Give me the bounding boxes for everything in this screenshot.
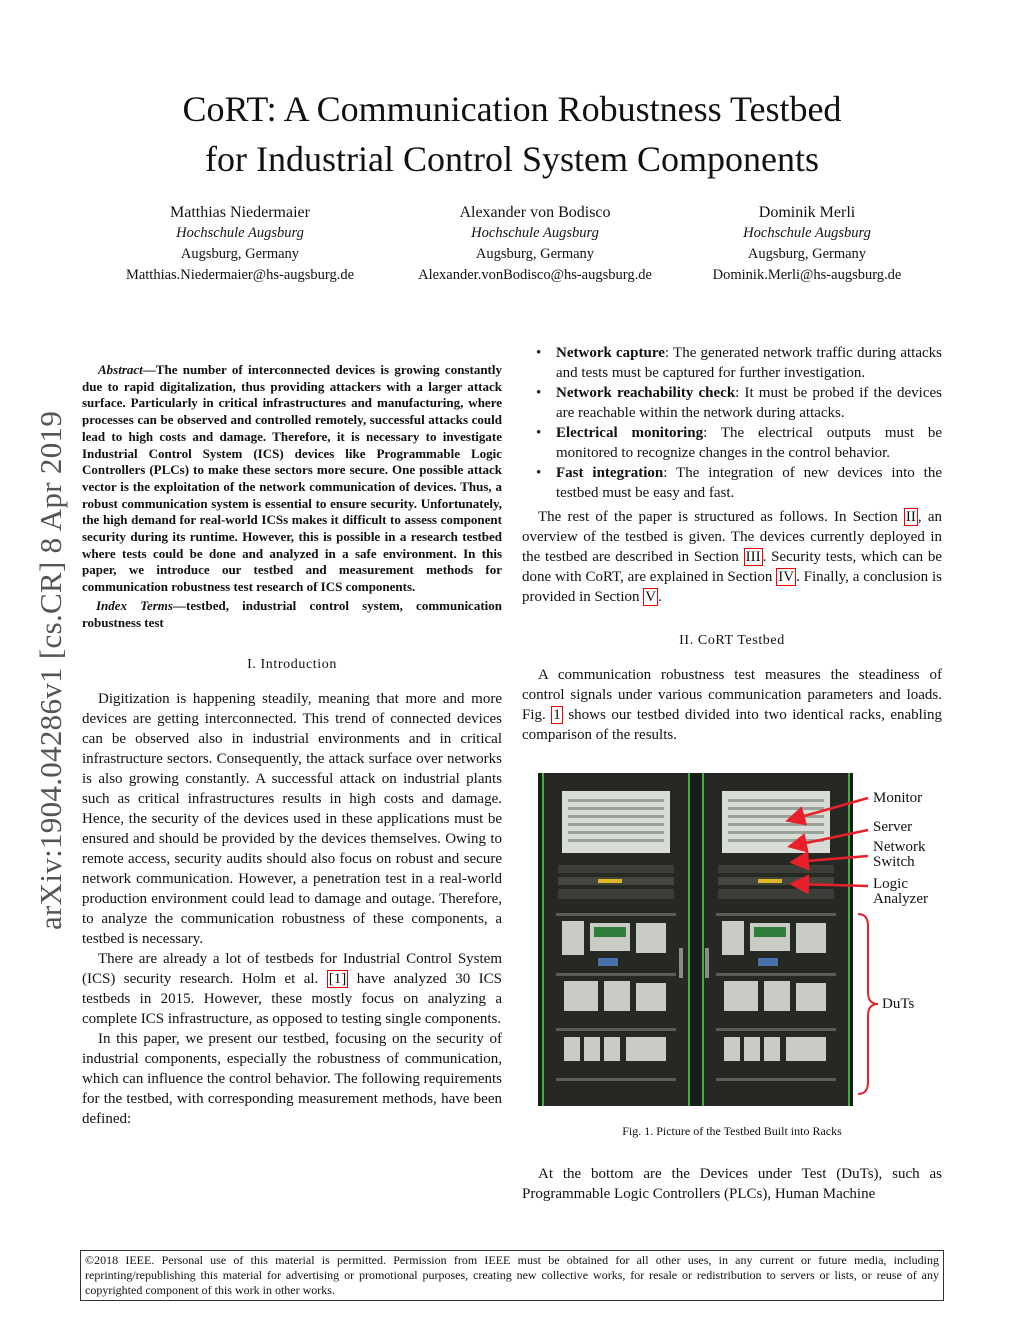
testbed-paragraph-2: At the bottom are the Devices under Test (DuTs), such as Programmable Logic Controllers (PLCs), Human Machine <box>522 1166 942 1202</box>
section-heading-testbed: II. CoRT Testbed <box>679 633 785 648</box>
bullet-icon: • <box>536 425 542 441</box>
author-affiliation: Hochschule Augsburg <box>471 225 599 241</box>
label-logic: Logic <box>873 876 908 892</box>
author-name: Dominik Merli <box>758 204 856 221</box>
intro-paragraph-3: In this paper, we present our testbed, focusing on the security of industrial components, especially the robustness of communication, which can influence the control behavior. The following requirements for the testbed, with corresponding measurement methods, have been defined: <box>82 1031 502 1128</box>
label-switch: Switch <box>873 854 915 870</box>
author-affiliation: Hochschule Augsburg <box>743 225 871 241</box>
author-affiliation: Hochschule Augsburg <box>176 225 304 241</box>
index-terms-text: —testbed, industrial control system, communication robustness test <box>82 597 502 630</box>
bullet-icon: • <box>536 345 542 361</box>
section-link-v[interactable]: V <box>645 589 657 605</box>
abstract <box>82 362 502 596</box>
label-duts: DuTs <box>882 996 915 1012</box>
duts-brace <box>856 912 882 1096</box>
list-item: • Network capture: The generated network traffic during attacks and tests must be captured for further investigation. <box>536 345 943 381</box>
left-column <box>82 362 502 1129</box>
label-analyzer: Analyzer <box>873 891 928 907</box>
right-column <box>522 343 942 745</box>
monitor-arrow <box>790 798 868 820</box>
section-link-iv[interactable]: IV <box>778 569 795 585</box>
author-email[interactable]: Dominik.Merli@hs-augsburg.de <box>712 267 902 283</box>
figure-link[interactable]: 1 <box>553 707 561 723</box>
copyright-notice: ©2018 IEEE. Personal use of this material is permitted. Permission from IEEE must be obtained for all other uses, in any current or future media, including reprinting/republishing this material for advertising or promotional purposes, creating new collective works, for resale or redistribution to servers or lists, or reuse of any copyrighted component of this work in other works. <box>80 1250 944 1301</box>
server-arrow <box>792 830 868 846</box>
list-item: • Fast integration: The integration of new devices into the testbed must be easy and fast. <box>536 465 942 501</box>
author-block-1 <box>90 202 390 286</box>
section-link-iii[interactable]: III <box>745 549 761 565</box>
author-location: Augsburg, Germany <box>747 246 867 262</box>
list-item: • Network reachability check: It must be probed if the devices are reachable within the network during attacks. <box>536 385 942 421</box>
label-network: Network <box>873 839 926 855</box>
testbed-paragraph-2-container <box>522 1164 942 1204</box>
figure-caption: Fig. 1. Picture of the Testbed Built into Racks <box>622 1124 842 1138</box>
bullet-icon: • <box>536 385 542 401</box>
intro-paragraph-1: Digitization is happening steadily, meaning that more and more devices are getting interconnected. This trend of connected devices can be observed also in industrial environments and in critical infrastructure sectors. Consequently, the attack surface over networks is also growing constantly. A successful attack on industrial plants such as critical infrastructures results in high costs and damage. Hence, the security of the devices used in these applications must be ensured and should be provided by the devices themselves. Owing to remote access, security audits should also focus on robust and secure network communication. However, a penetration test in a real-world production environment could lead to damage and outage. Therefore, to analyze the communication robustness of these components, a testbed is necessary. <box>82 691 502 948</box>
citation-link[interactable]: [1] <box>328 971 347 988</box>
author-email[interactable]: Alexander.vonBodisco@hs-augsburg.de <box>418 267 652 283</box>
author-location: Augsburg, Germany <box>475 246 595 262</box>
abstract-label: Abstract <box>98 362 143 377</box>
testbed-paragraph-1: A communication robustness test measures the steadiness of control signals under various communication parameters and loads. Fig. 1 shows our testbed divided into two identical racks, enabling comparison of the results. <box>522 667 943 743</box>
author-email[interactable]: Matthias.Niedermaier@hs-augsburg.de <box>125 267 355 283</box>
label-server: Server <box>873 819 913 835</box>
title-line-2: for Industrial Control System Components <box>205 139 819 179</box>
author-block-2 <box>385 202 685 286</box>
switch-arrow <box>794 856 868 862</box>
requirements-list <box>522 343 942 503</box>
paper-title <box>0 84 1024 184</box>
section-link-ii[interactable]: II <box>905 509 916 525</box>
arxiv-stamp[interactable]: arXiv:1904.04286v1 [cs.CR] 8 Apr 2019 <box>33 410 68 930</box>
author-location: Augsburg, Germany <box>180 246 300 262</box>
author-name: Alexander von Bodisco <box>459 204 611 221</box>
analyzer-arrow <box>794 884 868 886</box>
author-name: Matthias Niedermaier <box>170 204 310 221</box>
list-item: • Electrical monitoring: The electrical outputs must be monitored to recognize changes in the control behavior. <box>536 425 942 461</box>
structure-paragraph: The rest of the paper is structured as follows. In Section II , an overview of the testbed is given. The devices currently deployed in the testbed are described in Section III . Security tests, which can be done with CoRT, are explained in Section IV . Finally, a conclusion is provided in Section V . <box>522 509 943 605</box>
section-heading-introduction: I. Introduction <box>247 657 337 673</box>
bullet-icon: • <box>536 465 542 481</box>
index-terms <box>82 598 502 631</box>
title-line-1: CoRT: A Communication Robustness Testbed <box>182 89 842 129</box>
author-block-3 <box>672 202 942 286</box>
label-monitor: Monitor <box>873 790 923 806</box>
intro-paragraph-2: There are already a lot of testbeds for Industrial Control System (ICS) security research. Holm et al. [1] have analyzed 30 ICS testbeds in 2015. However, these mostly focus on analyzing a complete ICS infrastructure, as opposed to testing single components. <box>82 951 502 1028</box>
abstract-text: —The number of interconnected devices is growing constantly due to rapid digitalization, thus providing attackers with a larger attack surface. Particularly in critical infrastructures and manufacturing, where processes can be observed and controlled remotely, successful attacks could lead to high costs and damage. Therefore, it is necessary to investigate Industrial Control System (ICS) devices like Programmable Logic Controllers (PLCs) to make these sectors more secure. One possible attack vector is the exploitation of the network communication of devices. Thus, a robust communication system is essential to ensure security. Unfortunately, the high demand for real-world ICSs makes it difficult to assess component security during its runtime. However, this is possible in a research testbed where tests could be done and analyzed in a safe environment. In this paper, we introduce our testbed and measurement methods for communication robustness test research of ICS components. <box>82 362 502 595</box>
index-terms-label: Index Terms <box>96 597 173 613</box>
